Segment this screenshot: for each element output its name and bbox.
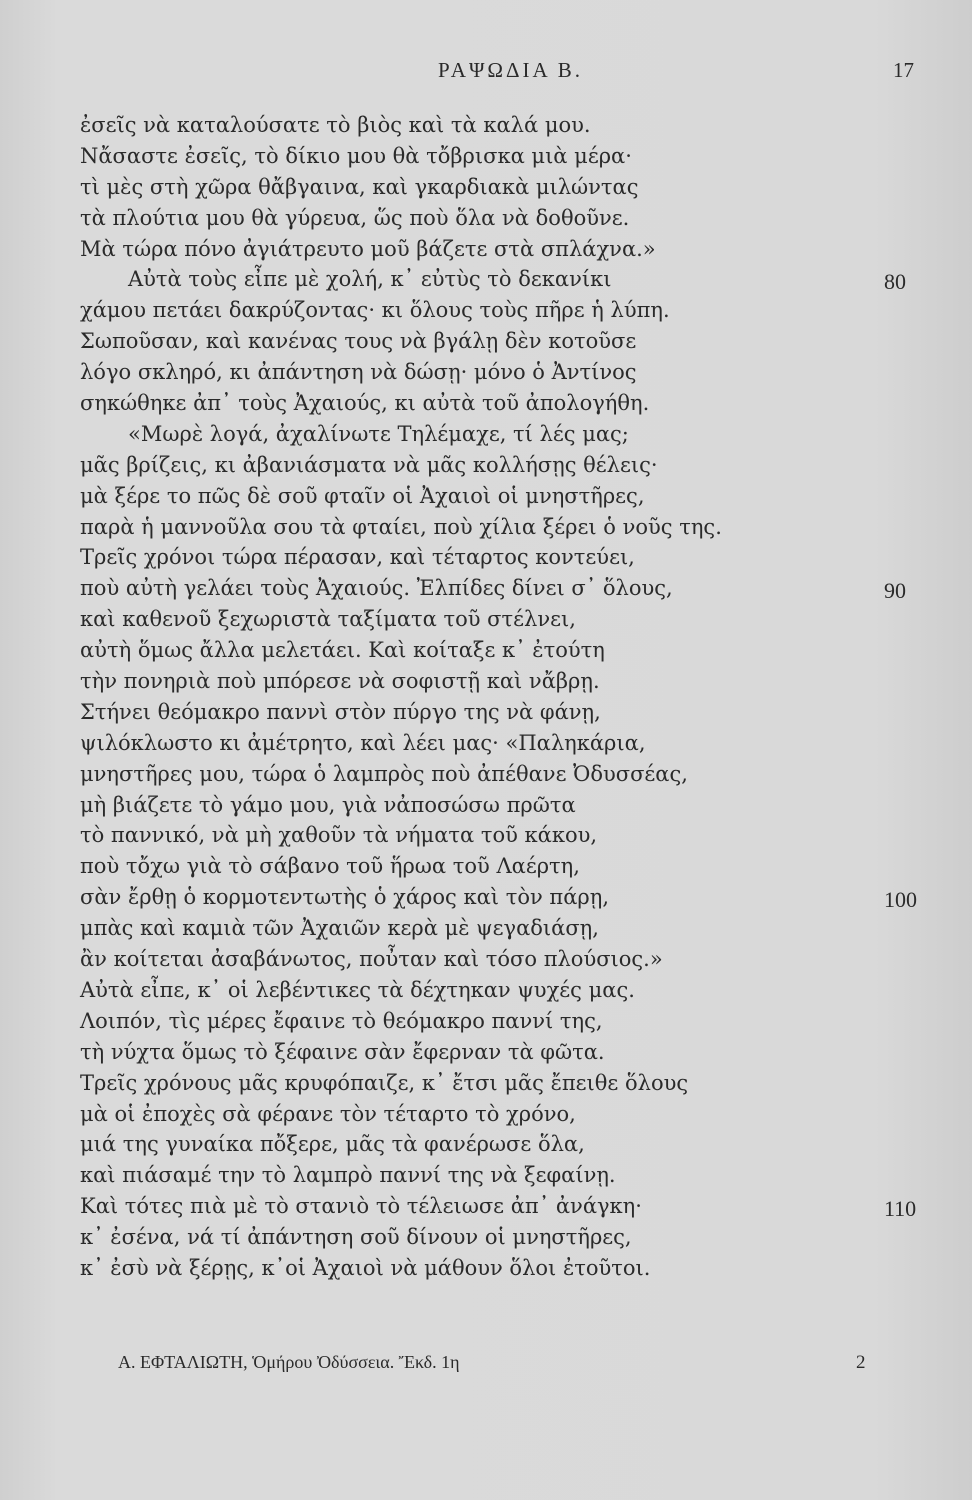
verse-line: κ᾽ ἐσένα, νά τί ἀπάντηση σοῦ δίνουν οἱ μνηστῆρες, (80, 1225, 632, 1250)
verse-line: τὴν πονηριὰ ποὺ μπόρεσε νὰ σοφιστῇ καὶ νἄβρῃ. (80, 669, 600, 694)
verse-line: χάμου πετάει δακρύζοντας· κι ὅλους τοὺς πῆρε ἡ λύπη. (80, 298, 670, 323)
verse-line: μὴ βιάζετε τὸ γάμο μου, γιὰ νἀποσώσω πρῶτα (80, 792, 576, 817)
verse-line: μνηστῆρες μου, τώρα ὁ λαμπρὸς ποὺ ἀπέθανε Ὀδυσσέας, (80, 761, 688, 786)
verse-line-number: 110 (884, 1195, 917, 1221)
verse-line-number: 100 (884, 886, 917, 912)
verse-line: Αὐτὰ εἶπε, κ᾽ οἱ λεβέντικες τὰ δέχτηκαν ψυχές μας. (80, 977, 635, 1002)
verse-line: καὶ πιάσαμέ την τὸ λαμπρὸ παννί της νὰ ξεφαίνῃ. (80, 1163, 616, 1188)
page-header (0, 58, 972, 88)
verse-line: Αὐτὰ τοὺς εἶπε μὲ χολή, κ᾽ εὐτὺς τὸ δεκανίκι (128, 267, 612, 292)
verse-line: τὶ μὲς στὴ χῶρα θἄβγαινα, καὶ γκαρδιακὰ μιλώντας (80, 174, 639, 199)
page-footer (0, 1352, 972, 1382)
verse-line: μιά της γυναίκα πὄξερε, μᾶς τὰ φανέρωσε ὅλα, (80, 1132, 585, 1157)
verse-line: τὴ νύχτα ὅμως τὸ ξέφαινε σὰν ἔφερναν τὰ φῶτα. (80, 1039, 605, 1064)
verse-line: Τρεῖς χρόνοι τώρα πέρασαν, καὶ τέταρτος κοντεύει, (80, 545, 635, 570)
verse-line: μπὰς καὶ καμιὰ τῶν Ἀχαιῶν κερὰ μὲ ψεγαδιάσῃ, (80, 916, 599, 941)
verse-line: μὰ ξέρε το πῶς δὲ σοῦ φταῖν οἱ Ἀχαιοὶ οἱ μνηστῆρες, (80, 483, 645, 508)
verse-line: Λοιπόν, τὶς μέρες ἔφαινε τὸ θεόμακρο παννί της, (80, 1008, 603, 1033)
verse-line: μὰ οἱ ἐποχὲς σὰ φέρανε τὸν τέταρτο τὸ χρόνο, (80, 1101, 576, 1126)
verse-line: λόγο σκληρό, κι ἀπάντηση νὰ δώσῃ· μόνο ὁ Ἀντίνος (80, 360, 637, 385)
verse-line: παρὰ ἡ μαννοῦλα σου τὰ φταίει, ποὺ χίλια ξέρει ὁ νοῦς της. (80, 514, 722, 539)
verse-line: σὰν ἔρθῃ ὁ κορμοτεντωτὴς ὁ χάρος καὶ τὸν πάρῃ, (80, 885, 609, 910)
verse-line: Τρεῖς χρόνους μᾶς κρυφόπαιζε, κ᾽ ἔτσι μᾶς ἔπειθε ὅλους (80, 1070, 689, 1095)
verse-line: ποὺ τὄχω γιὰ τὸ σάβανο τοῦ ἥρωα τοῦ Λαέρτη, (80, 854, 580, 879)
verse-line: αὐτὴ ὅμως ἄλλα μελετάει. Καὶ κοίταξε κ᾽ ἐτούτη (80, 638, 605, 663)
page-number: 17 (893, 58, 914, 82)
verse-line: Καὶ τότες πιὰ μὲ τὸ στανιὸ τὸ τέλειωσε ἀπ᾽ ἀνάγκη· (80, 1194, 642, 1219)
verse-line: μᾶς βρίζεις, κι ἀβανιάσματα νὰ μᾶς κολλήσῃς θέλεις· (80, 452, 658, 477)
verse-line: τὸ παννικό, νὰ μὴ χαθοῦν τὰ νήματα τοῦ κάκου, (80, 823, 598, 848)
verse-line: κ᾽ ἐσὺ νὰ ξέρῃς, κ᾽οἱ Ἀχαιοὶ νὰ μάθουν ὅλοι ἐτοῦτοι. (80, 1255, 651, 1280)
verse-line: ἂν κοίτεται ἀσαβάνωτος, ποὖταν καὶ τόσο πλούσιος.» (80, 947, 663, 972)
verse-line: «Μωρὲ λογά, ἀχαλίνωτε Τηλέμαχε, τί λές μας; (128, 421, 629, 446)
running-title: ΡΑΨΩΔΙΑ Β. (438, 58, 584, 82)
verse-line: καὶ καθενοῦ ξεχωριστὰ ταξίματα τοῦ στέλνει, (80, 607, 576, 632)
verse-line: Μὰ τώρα πόνο ἀγιάτρευτο μοῦ βάζετε στὰ σπλάχνα.» (80, 236, 656, 261)
verse-text (80, 110, 880, 1284)
verse-line: Στήνει θεόμακρο παννὶ στὸν πύργο της νὰ φάνῃ, (80, 699, 601, 724)
footer-publication: Α. ΕΦΤΑΛΙΩΤΗ, Ὁμήρου Ὀδύσσεια. Ἔκδ. 1η (118, 1352, 460, 1372)
verse-line-number: 90 (884, 577, 906, 603)
verse-line: ποὺ αὐτὴ γελάει τοὺς Ἀχαιούς. Ἐλπίδες δίνει σ᾽ ὅλους, (80, 576, 673, 601)
printer-signature: 2 (856, 1352, 866, 1373)
verse-line: Νἄσαστε ἐσεῖς, τὸ δίκιο μου θὰ τὄβρισκα μιὰ μέρα· (80, 143, 632, 168)
verse-line: σηκώθηκε ἀπ᾽ τοὺς Ἀχαιούς, κι αὐτὰ τοῦ ἀπολογήθη. (80, 391, 650, 416)
verse-line: τὰ πλούτια μου θὰ γύρευα, ὥς ποὺ ὅλα νὰ δοθοῦνε. (80, 205, 630, 230)
verse-line: ἐσεῖς νὰ καταλούσατε τὸ βιὸς καὶ τὰ καλά μου. (80, 113, 591, 137)
verse-line: Σωποῦσαν, καὶ κανένας τους νὰ βγάλῃ δὲν κοτοῦσε (80, 329, 637, 354)
verse-line-number: 80 (884, 268, 906, 294)
verse-line: ψιλόκλωστο κι ἀμέτρητο, καὶ λέει μας· «Παληκάρια, (80, 730, 646, 755)
